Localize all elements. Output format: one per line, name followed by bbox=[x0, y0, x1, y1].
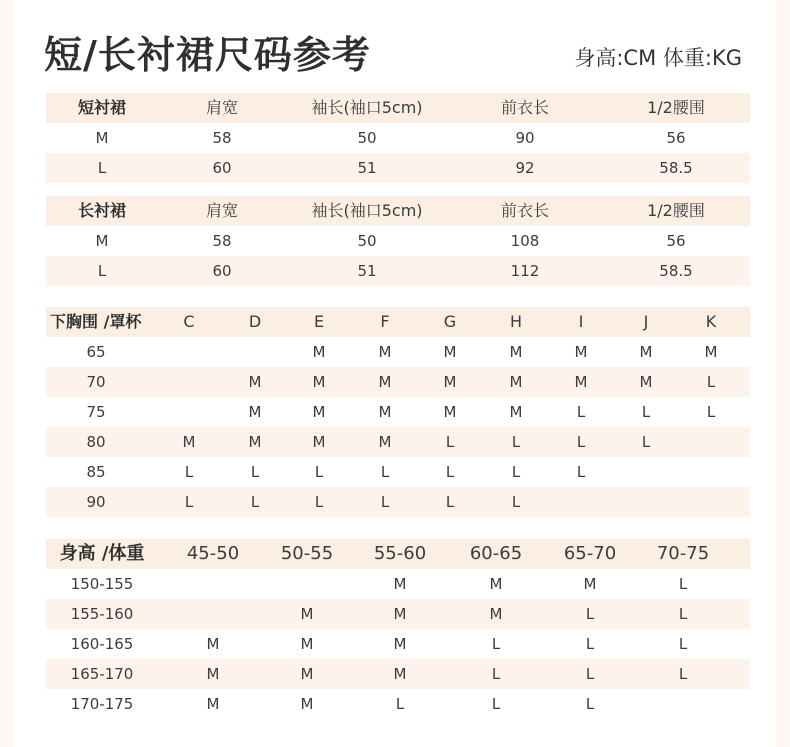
table-cell: L bbox=[511, 493, 521, 511]
table-cell: M bbox=[206, 665, 220, 683]
table-cell: L bbox=[585, 695, 595, 713]
table-cell: 60 bbox=[212, 262, 232, 280]
table-cell: J bbox=[643, 312, 649, 331]
table-cell: M bbox=[300, 605, 314, 623]
table-cell: L bbox=[314, 493, 324, 511]
row-label: 身高 /体重 bbox=[59, 543, 145, 564]
height-weight-table bbox=[46, 539, 750, 719]
table-cell: 58 bbox=[212, 129, 232, 147]
table-cell: L bbox=[585, 665, 595, 683]
table-row bbox=[46, 569, 750, 599]
table-cell: 45-50 bbox=[186, 543, 240, 564]
table-row bbox=[46, 397, 750, 427]
table-cell: 160-165 bbox=[70, 635, 134, 653]
table-cell: M bbox=[248, 433, 262, 451]
table-cell: L bbox=[445, 433, 455, 451]
table-cell: M bbox=[300, 635, 314, 653]
table-cell: 前衣长 bbox=[500, 201, 549, 220]
table-cell: D bbox=[248, 312, 262, 331]
row-label: 长衬裙 bbox=[77, 201, 126, 220]
table-cell: 56 bbox=[666, 232, 686, 250]
table-header-row bbox=[46, 539, 750, 569]
table-cell: M bbox=[248, 403, 262, 421]
table-row bbox=[46, 226, 750, 256]
table-cell bbox=[651, 427, 771, 457]
table-cell bbox=[651, 457, 771, 487]
table-cell: M bbox=[639, 373, 653, 391]
table-cell: L bbox=[97, 159, 107, 177]
table-row bbox=[46, 457, 750, 487]
table-cell: M bbox=[300, 695, 314, 713]
table-cell: E bbox=[313, 312, 325, 331]
table-cell: 80 bbox=[86, 433, 106, 451]
table-row bbox=[46, 153, 750, 183]
table-cell: 60-65 bbox=[469, 543, 523, 564]
table-cell: L bbox=[641, 433, 651, 451]
table-cell: 袖长(袖口5cm) bbox=[311, 201, 423, 220]
table-cell: M bbox=[574, 373, 588, 391]
table-cell: 90 bbox=[515, 129, 535, 147]
unit-note: 身高:CM 体重:KG bbox=[574, 46, 742, 70]
table-cell: L bbox=[706, 403, 716, 421]
table-cell: L bbox=[184, 493, 194, 511]
table-cell: 55-60 bbox=[373, 543, 427, 564]
table-cell: 肩宽 bbox=[205, 201, 238, 220]
table-cell: M bbox=[95, 232, 109, 250]
table-cell: L bbox=[678, 605, 688, 623]
table-cell: 58 bbox=[212, 232, 232, 250]
table-cell: 165-170 bbox=[70, 665, 134, 683]
table-cell: 51 bbox=[357, 262, 377, 280]
table-row bbox=[46, 487, 750, 517]
table-cell: L bbox=[184, 463, 194, 481]
table-cell: M bbox=[509, 373, 523, 391]
table-cell: 50 bbox=[357, 129, 377, 147]
table-cell: M bbox=[489, 575, 503, 593]
table-cell: M bbox=[393, 665, 407, 683]
table-cell: 56 bbox=[666, 129, 686, 147]
table-row bbox=[46, 256, 750, 286]
table-header-row bbox=[46, 196, 750, 226]
table-cell: M bbox=[378, 343, 392, 361]
table-row bbox=[46, 659, 750, 689]
table-cell: L bbox=[491, 695, 501, 713]
table-cell: L bbox=[585, 605, 595, 623]
table-cell: 1/2腰围 bbox=[647, 201, 705, 220]
table-cell: M bbox=[206, 695, 220, 713]
table-cell: L bbox=[585, 635, 595, 653]
table-cell: L bbox=[678, 575, 688, 593]
table-cell: M bbox=[378, 433, 392, 451]
table-cell: F bbox=[380, 312, 390, 331]
table-cell: L bbox=[576, 403, 586, 421]
table-cell: 170-175 bbox=[70, 695, 134, 713]
table-cell: 前衣长 bbox=[500, 98, 549, 117]
table-cell: M bbox=[639, 343, 653, 361]
table-row bbox=[46, 629, 750, 659]
table-cell: 70-75 bbox=[656, 543, 710, 564]
table-cell bbox=[651, 487, 771, 517]
table-cell: M bbox=[182, 433, 196, 451]
table-cell: M bbox=[378, 373, 392, 391]
table-cell: 65-70 bbox=[563, 543, 617, 564]
table-cell: M bbox=[509, 403, 523, 421]
table-cell: 51 bbox=[357, 159, 377, 177]
table-cell: L bbox=[576, 433, 586, 451]
table-cell: I bbox=[578, 312, 584, 331]
table-cell: L bbox=[445, 493, 455, 511]
table-cell: L bbox=[250, 463, 260, 481]
table-cell: 108 bbox=[510, 232, 540, 250]
table-cell: 90 bbox=[86, 493, 106, 511]
bra-cup-table bbox=[46, 307, 750, 517]
table-cell: M bbox=[393, 575, 407, 593]
long-slip-table bbox=[46, 196, 750, 286]
table-cell: L bbox=[678, 635, 688, 653]
table-cell: 75 bbox=[86, 403, 106, 421]
table-cell: M bbox=[574, 343, 588, 361]
table-cell: M bbox=[489, 605, 503, 623]
table-cell: 85 bbox=[86, 463, 106, 481]
table-cell: L bbox=[576, 463, 586, 481]
table-cell: L bbox=[641, 403, 651, 421]
table-cell: M bbox=[312, 403, 326, 421]
table-cell: 肩宽 bbox=[205, 98, 238, 117]
table-cell: L bbox=[511, 463, 521, 481]
page-title: 短/长衬裙尺码参考 bbox=[44, 33, 371, 77]
table-cell: C bbox=[183, 312, 195, 331]
table-row bbox=[46, 337, 750, 367]
table-cell: L bbox=[380, 463, 390, 481]
table-cell: L bbox=[395, 695, 405, 713]
table-row bbox=[46, 367, 750, 397]
table-cell: 70 bbox=[86, 373, 106, 391]
table-cell: 58.5 bbox=[659, 262, 693, 280]
table-cell: L bbox=[314, 463, 324, 481]
table-cell: K bbox=[705, 312, 717, 331]
table-cell: L bbox=[97, 262, 107, 280]
table-cell: L bbox=[511, 433, 521, 451]
table-cell: M bbox=[443, 403, 457, 421]
table-cell: L bbox=[380, 493, 390, 511]
table-cell: H bbox=[509, 312, 523, 331]
table-cell: G bbox=[443, 312, 457, 331]
table-cell: L bbox=[491, 665, 501, 683]
table-cell: 58.5 bbox=[659, 159, 693, 177]
table-cell: M bbox=[704, 343, 718, 361]
table-cell: L bbox=[678, 665, 688, 683]
row-label: 下胸围 /罩杯 bbox=[50, 312, 142, 331]
table-cell: M bbox=[393, 635, 407, 653]
table-cell: M bbox=[378, 403, 392, 421]
table-cell: M bbox=[312, 433, 326, 451]
table-cell: L bbox=[706, 373, 716, 391]
table-row bbox=[46, 123, 750, 153]
table-cell: M bbox=[393, 605, 407, 623]
short-slip-table bbox=[46, 93, 750, 183]
table-cell: L bbox=[445, 463, 455, 481]
table-cell: L bbox=[491, 635, 501, 653]
table-cell: M bbox=[248, 373, 262, 391]
table-row bbox=[46, 689, 750, 719]
table-cell: M bbox=[312, 343, 326, 361]
table-cell: 65 bbox=[86, 343, 106, 361]
table-cell: 袖长(袖口5cm) bbox=[311, 98, 423, 117]
table-cell: 150-155 bbox=[70, 575, 134, 593]
table-cell: M bbox=[443, 373, 457, 391]
row-label: 短衬裙 bbox=[77, 98, 126, 117]
table-cell: M bbox=[509, 343, 523, 361]
table-cell: 92 bbox=[515, 159, 535, 177]
table-cell: 60 bbox=[212, 159, 232, 177]
table-row bbox=[46, 427, 750, 457]
table-cell: M bbox=[95, 129, 109, 147]
table-cell: M bbox=[583, 575, 597, 593]
table-cell: M bbox=[206, 635, 220, 653]
table-cell: M bbox=[312, 373, 326, 391]
table-cell: 155-160 bbox=[70, 605, 134, 623]
table-header-row bbox=[46, 93, 750, 123]
table-cell: 112 bbox=[510, 262, 540, 280]
table-header-row bbox=[46, 307, 750, 337]
table-cell: 50-55 bbox=[280, 543, 334, 564]
table-row bbox=[46, 599, 750, 629]
table-cell: M bbox=[300, 665, 314, 683]
table-cell: 50 bbox=[357, 232, 377, 250]
table-cell: L bbox=[250, 493, 260, 511]
table-cell: M bbox=[443, 343, 457, 361]
table-cell bbox=[623, 689, 743, 719]
table-cell: 1/2腰围 bbox=[647, 98, 705, 117]
